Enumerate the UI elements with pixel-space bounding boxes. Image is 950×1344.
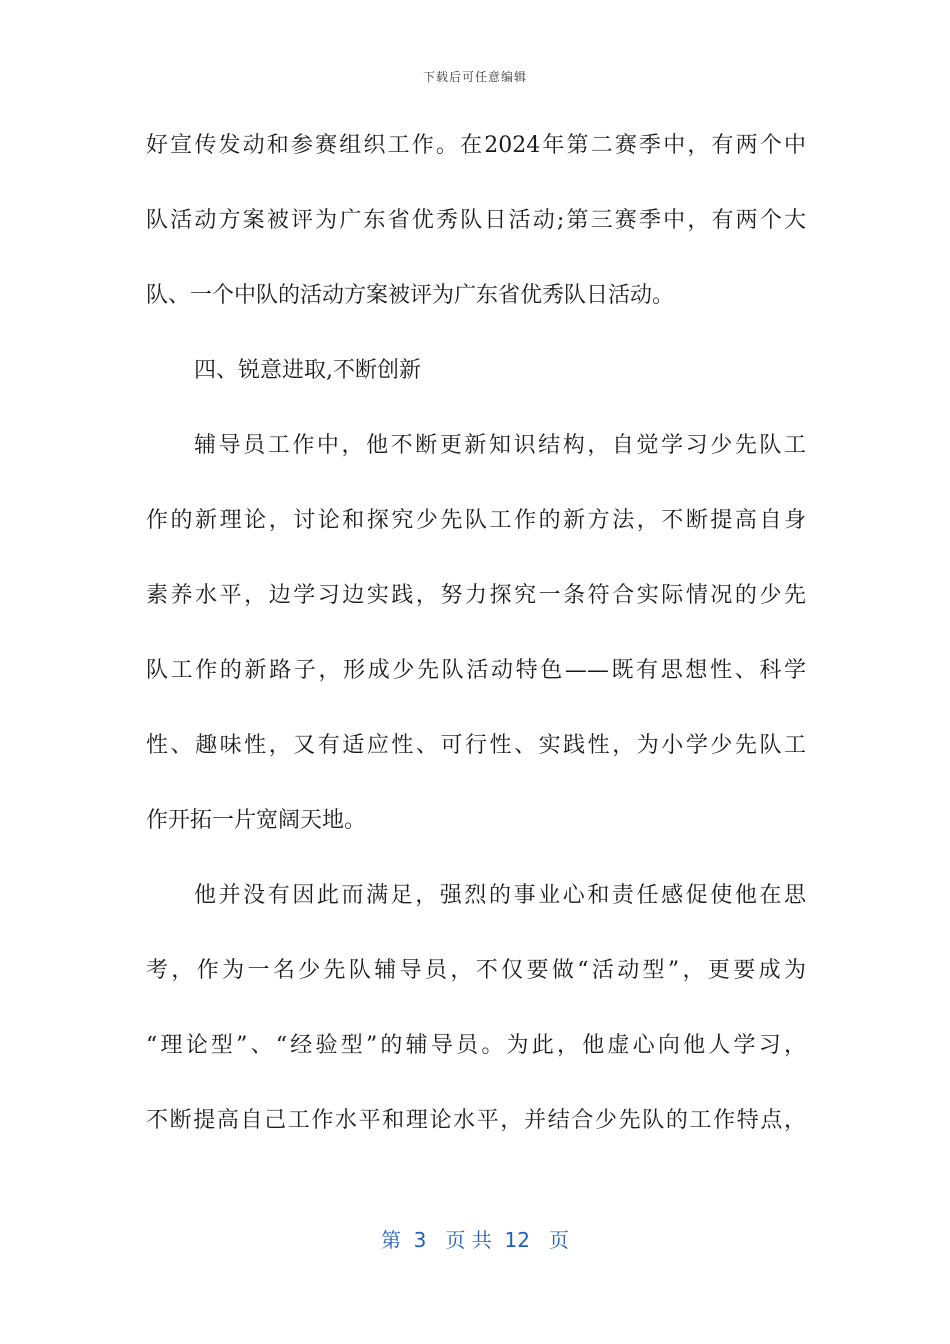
page-number-footer: [0, 1224, 950, 1253]
page-header-note: 下载后可任意编辑: [422, 70, 527, 84]
page-number-label: 第 3 页 共 12 页: [380, 1228, 570, 1252]
text-line: 性、趣味性，又有适应性、可行性、实践性，为小学少先队工: [146, 733, 806, 758]
text-line: 队活动方案被评为广东省优秀队日活动;第三赛季中，有两个大: [146, 208, 806, 233]
text-line: 队工作的新路子，形成少先队活动特色——既有思想性、科学: [146, 658, 806, 683]
section-heading: 四、锐意进取,不断创新: [194, 358, 421, 383]
text-line: 素养水平，边学习边实践，努力探究一条符合实际情况的少先: [146, 583, 806, 608]
text-line: “理论型”、“经验型”的辅导员。为此，他虚心向他人学习，: [146, 1033, 806, 1058]
document-body: [146, 117, 806, 1167]
text-line: 他并没有因此而满足，强烈的事业心和责任感促使他在思: [194, 883, 806, 908]
text-line: 不断提高自己工作水平和理论水平，并结合少先队的工作特点，: [146, 1108, 806, 1133]
text-line: 作开拓一片宽阔天地。: [146, 808, 367, 833]
text-line: 好宣传发动和参赛组织工作。在2024年第二赛季中，有两个中: [146, 133, 806, 158]
text-line: 考，作为一名少先队辅导员，不仅要做“活动型”，更要成为: [146, 958, 806, 983]
text-line: 作的新理论，讨论和探究少先队工作的新方法，不断提高自身: [146, 508, 806, 533]
text-line: 辅导员工作中，他不断更新知识结构，自觉学习少先队工: [194, 433, 806, 458]
text-line: 队、一个中队的活动方案被评为广东省优秀队日活动。: [146, 283, 675, 308]
